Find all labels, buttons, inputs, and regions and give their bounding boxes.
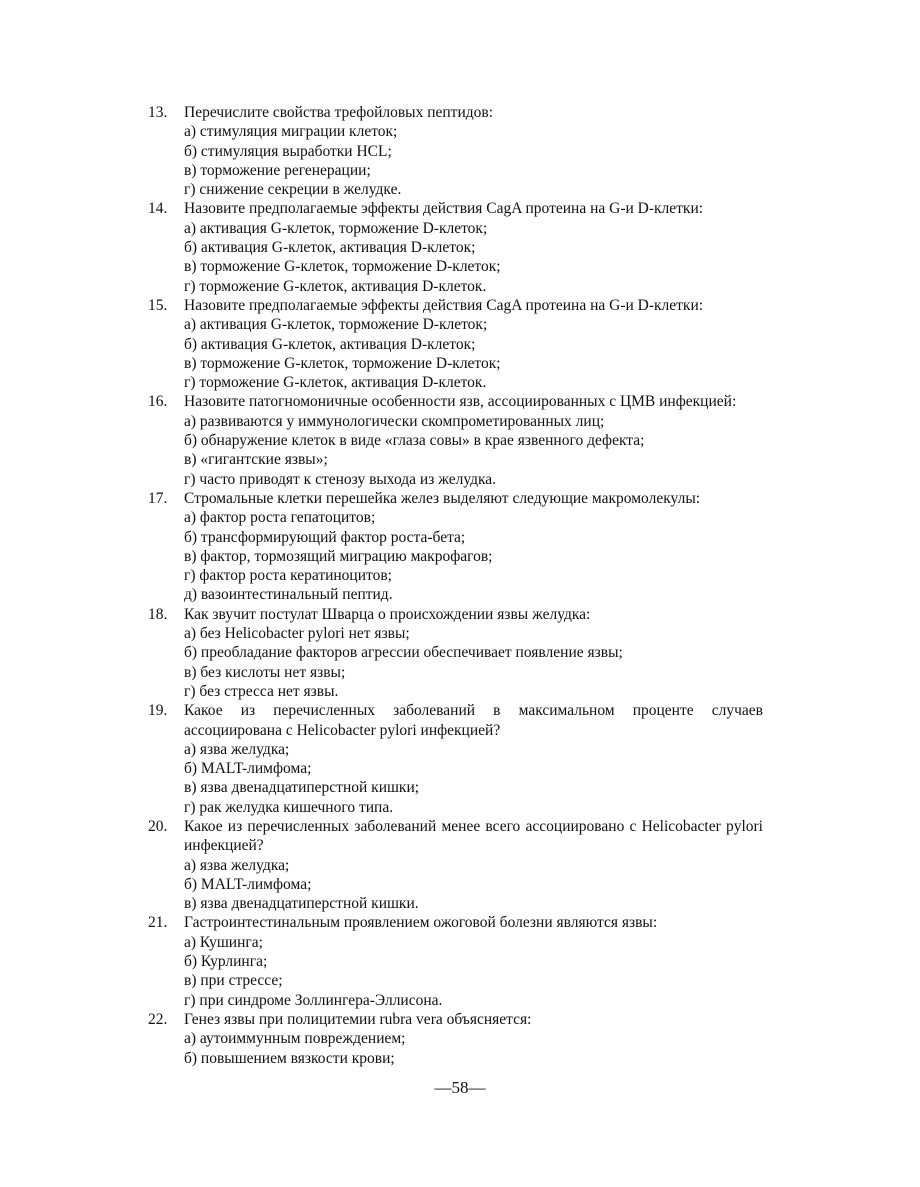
question-text: Назовите предполагаемые эффекты действия CagA протеина на G-и D-клетки: — [184, 200, 704, 218]
question-number: 13. — [148, 104, 168, 121]
question-text: Генез язвы при полицитемии rubra vera объясняется: — [184, 1010, 532, 1028]
answer-option: г) рак желудка кишечного типа. — [184, 798, 394, 816]
answer-option: б) MALT-лимфома; — [184, 875, 312, 893]
question-number: 18. — [148, 605, 168, 623]
answer-option: а) активация G-клеток, торможение D-клеток; — [184, 316, 488, 334]
answer-option: г) при синдроме Золлингера-Эллисона. — [184, 991, 443, 1009]
question-number: 15. — [148, 296, 168, 314]
answer-option: а) Кушинга; — [184, 933, 263, 951]
question-number: 19. — [148, 702, 168, 720]
question-item — [148, 296, 763, 392]
question-text: Какое из перечисленных заболеваний менее всего ассоциировано с Helicobacter pylori инфекцией? — [184, 817, 763, 855]
answer-option: б) преобладание факторов агрессии обеспечивает появление язвы; — [184, 644, 623, 662]
answer-option: г) фактор роста кератиноцитов; — [184, 567, 392, 585]
answer-option: в) без кислоты нет язвы; — [184, 663, 346, 681]
question-item — [148, 199, 763, 295]
question-text: Назовите предполагаемые эффекты действия CagA протеина на G-и D-клетки: — [184, 296, 704, 314]
answer-option: в) торможение G-клеток, торможение D-клеток; — [184, 258, 501, 276]
question-item — [148, 489, 763, 605]
answer-option: д) вазоинтестинальный пептид. — [184, 586, 393, 604]
question-number: 21. — [148, 914, 168, 932]
question-text: Какое из перечисленных заболеваний в максимальном проценте случаев ассоциирована с Helicobacter pylori инфекцией? — [184, 702, 763, 739]
question-item — [148, 913, 763, 1009]
answer-option: а) аутоиммунным повреждением; — [184, 1030, 406, 1048]
page-number: —58— — [434, 1078, 486, 1097]
answer-option: в) фактор, тормозящий миграцию макрофагов; — [184, 547, 493, 565]
answer-option: а) язва желудка; — [184, 856, 290, 874]
question-text: Стромальные клетки перешейка желез выделяют следующие макромолекулы: — [184, 489, 701, 507]
question-item — [148, 817, 763, 913]
question-list — [148, 103, 763, 1068]
question-item — [148, 605, 763, 701]
answer-option: б) активация G-клеток, активация D-клеток; — [184, 335, 476, 353]
question-text: Как звучит постулат Шварца о происхождении язвы желудка: — [184, 605, 591, 623]
answer-option: а) без Helicobacter pylori нет язвы; — [184, 625, 410, 643]
answer-option: в) торможение регенерации; — [184, 161, 371, 179]
question-item — [148, 392, 763, 488]
question-item — [148, 103, 763, 199]
answer-option: а) фактор роста гепатоцитов; — [184, 509, 376, 527]
question-number: 22. — [148, 1010, 168, 1028]
answer-option: б) стимуляция выработки HCL; — [184, 142, 392, 160]
answer-option: а) язва желудка; — [184, 740, 290, 758]
answer-option: а) активация G-клеток, торможение D-клеток; — [184, 219, 488, 237]
answer-option: г) без стресса нет язвы. — [184, 682, 339, 700]
answer-option: б) MALT-лимфома; — [184, 760, 312, 778]
answer-option: в) язва двенадцатиперстной кишки; — [184, 779, 420, 797]
answer-option: а) стимуляция миграции клеток; — [184, 123, 398, 141]
question-text: Гастроинтестинальным проявлением ожоговой болезни являются язвы: — [184, 914, 658, 932]
question-item — [148, 1010, 763, 1068]
answer-option: б) трансформирующий фактор роста-бета; — [184, 528, 466, 546]
question-text: Назовите патогномоничные особенности язв, ассоциированных с ЦМВ инфекцией: — [184, 393, 737, 411]
answer-option: б) активация G-клеток, активация D-клеток; — [184, 239, 476, 257]
question-number: 14. — [148, 200, 168, 218]
answer-option: г) торможение G-клеток, активация D-клеток. — [184, 277, 487, 295]
question-text: Перечислите свойства трефойловых пептидов: — [184, 104, 494, 121]
answer-option: б) Курлинга; — [184, 953, 268, 971]
question-item — [148, 701, 763, 817]
answer-option: в) торможение G-клеток, торможение D-клеток; — [184, 354, 501, 372]
answer-option: в) язва двенадцатиперстной кишки. — [184, 895, 419, 913]
answer-option: а) развиваются у иммунологически скомпрометированных лиц; — [184, 412, 605, 430]
answer-option: б) обнаружение клеток в виде «глаза совы» в крае язвенного дефекта; — [184, 432, 645, 450]
answer-option: г) часто приводят к стенозу выхода из желудка. — [184, 470, 497, 488]
question-number: 16. — [148, 393, 168, 411]
answer-option: г) снижение секреции в желудке. — [184, 181, 402, 199]
answer-option: б) повышением вязкости крови; — [184, 1049, 395, 1067]
answer-option: в) при стрессе; — [184, 972, 283, 990]
question-number: 20. — [148, 817, 168, 835]
question-number: 17. — [148, 489, 168, 507]
answer-option: в) «гигантские язвы»; — [184, 451, 328, 469]
answer-option: г) торможение G-клеток, активация D-клеток. — [184, 374, 487, 392]
